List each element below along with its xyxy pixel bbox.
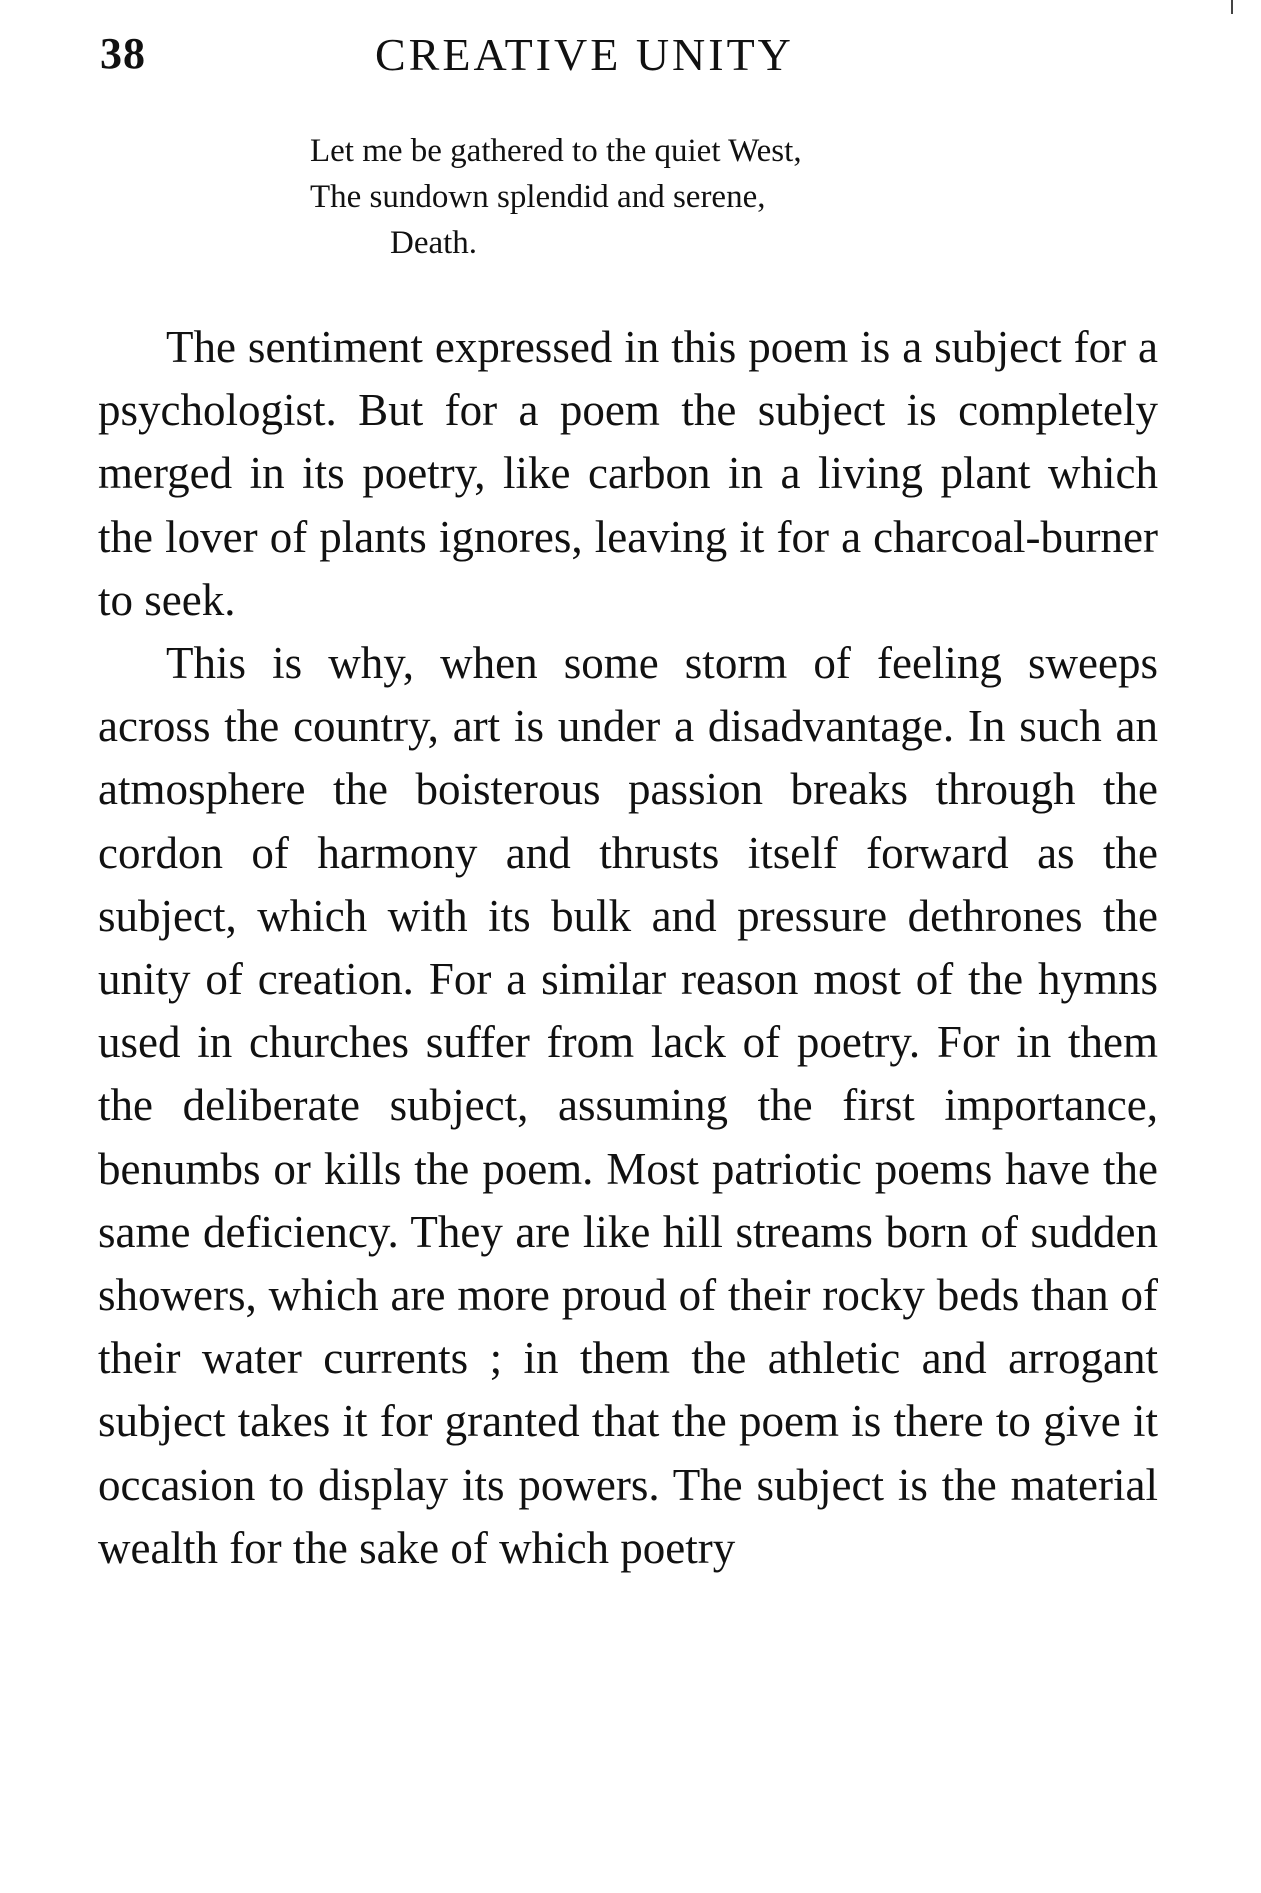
paragraph: This is why, when some storm of feeling sweeps across the country, art is under a disadvantage. In such an atmosphere the boisterous passion breaks through the cordon of harmony and thrusts itself forward as the subject, which with its bulk and pressure dethrones the unity of creation. For a similar reason most of the hymns used in churches suffer from lack of poetry. For in them the deliberate subject, assuming the first importance, benumbs or kills the poem. Most patriotic poems have the same deficiency. They are like hill streams born of sudden showers, which are more proud of their rocky beds than of their water currents ; in them the athletic and arrogant subject takes it for granted that the poem is there to give it occasion to display its powers. The subject is the material wealth for the sake of which poetry — [98, 638, 1158, 1573]
verse-line: The sundown splendid and serene, — [310, 179, 766, 215]
verse-line: Death. — [390, 225, 478, 261]
page-number: 38 — [100, 29, 146, 78]
running-title: CREATIVE UNITY — [375, 29, 794, 80]
verse-quote — [310, 128, 802, 266]
body-text — [98, 316, 1158, 1580]
verse-line: Let me be gathered to the quiet West, — [310, 133, 802, 169]
paragraph: The sentiment expressed in this poem is a subject for a psychologist. But for a poem the subject is completely merged in its poetry, like carbon in a living plant which the lover of plants ignores, leaving it for a charcoal-burner to seek. — [98, 322, 1158, 625]
running-header — [100, 28, 1160, 88]
scan-mark — [1231, 0, 1233, 14]
